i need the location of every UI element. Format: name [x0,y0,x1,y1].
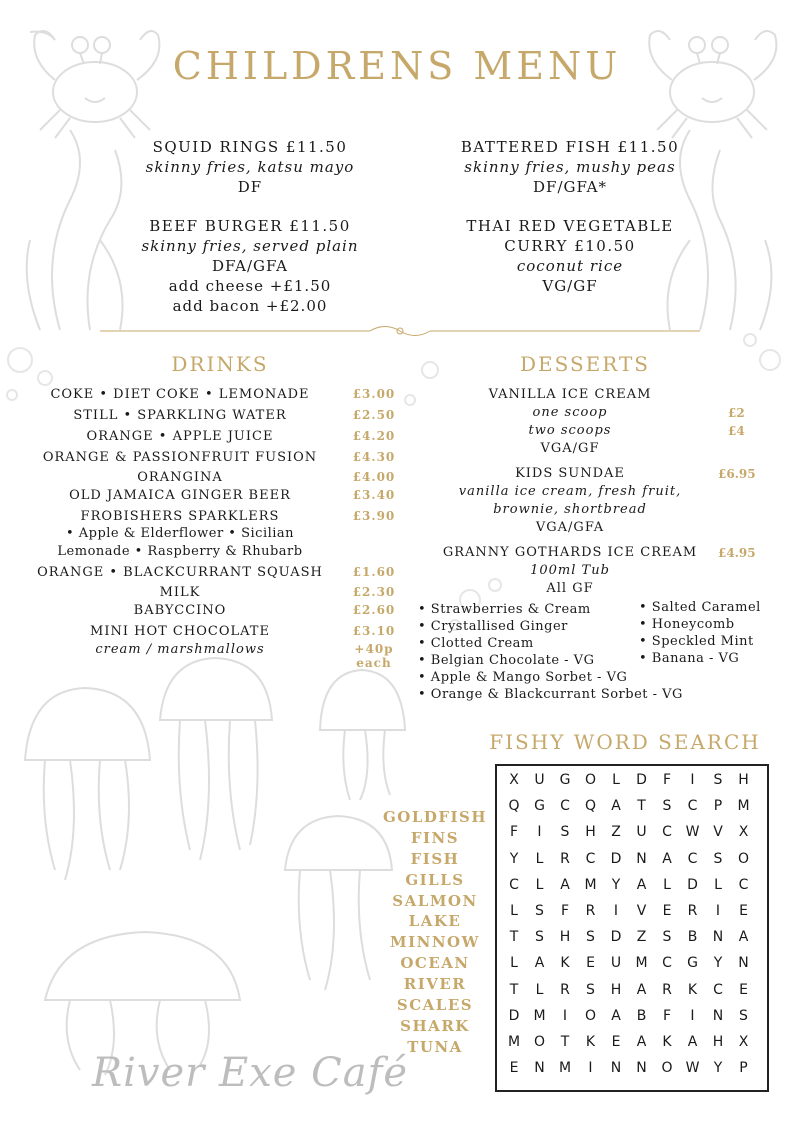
grid-letter[interactable]: C [509,876,519,893]
grid-letter[interactable]: E [611,1034,621,1050]
grid-letter[interactable]: E [739,903,748,919]
grid-letter[interactable]: Y [611,876,621,893]
grid-letter[interactable]: A [611,798,621,815]
grid-letter[interactable]: H [585,824,596,841]
grid-letter[interactable]: S [586,981,595,998]
dessert-name: KIDS SUNDAE [515,466,625,481]
grid-letter[interactable]: N [738,955,749,972]
grid-letter[interactable]: M [558,1060,572,1077]
drink-name: FROBISHERS SPARKLERS [80,509,280,524]
word-list-item: FISH [410,850,460,868]
grid-letter[interactable]: X [738,1034,749,1050]
dessert-name: VANILLA ICE CREAM [488,387,652,402]
grid-letter[interactable]: M [584,876,597,893]
grid-letter[interactable]: Y [713,955,723,972]
grid-letter[interactable]: M [737,798,750,815]
dessert-price: £2 [728,406,745,420]
dessert-option: one scoop [532,405,608,420]
drink-name: COKE • DIET COKE • LEMONADE [50,387,310,402]
grid-letter[interactable]: O [737,850,750,867]
drink-row [30,642,410,670]
dessert-dietary: VGA/GFA [535,520,605,535]
grid-letter[interactable]: L [535,981,544,998]
main-item-thai-curry [440,216,700,296]
grid-letter[interactable]: P [739,1060,748,1077]
grid-letter[interactable]: A [636,981,647,998]
grid-letter[interactable]: C [687,850,698,867]
grid-letter[interactable]: L [535,850,544,867]
grid-letter[interactable]: C [585,850,596,867]
drink-price: £2.60 [352,603,396,617]
main-item-battered-fish [440,137,700,197]
grid-letter[interactable]: K [560,955,570,972]
word-list-item: MINNOW [390,933,480,951]
drink-price: £3.10 [352,624,396,638]
drink-name: ORANGE • APPLE JUICE [86,429,274,444]
grid-letter[interactable]: A [636,876,647,893]
grid-letter[interactable]: N [636,1060,647,1077]
drink-row [30,585,410,605]
drink-row [30,387,410,407]
grid-letter[interactable]: F [662,1007,672,1024]
grid-letter[interactable]: K [662,1034,672,1050]
word-search-grid[interactable] [495,764,769,1092]
grid-letter[interactable]: A [534,955,545,972]
main-description: skinny fries, served plain [141,237,359,255]
grid-letter[interactable]: D [610,850,622,867]
grid-letter[interactable]: Q [508,798,520,815]
main-name: THAI RED VEGETABLE [466,217,674,235]
grid-letter[interactable]: C [687,798,698,815]
grid-letter[interactable]: W [685,1060,700,1077]
grid-letter[interactable]: N [534,1060,545,1077]
flavour-item: • Clotted Cream [418,636,534,651]
brand-logo: River Exe Café [92,1050,409,1096]
flavour-item: • Salted Caramel [639,600,761,615]
grid-letter[interactable]: G [534,798,545,815]
sparklers-flavours: • Apple & Elderflower • Sicilian [65,526,295,541]
word-list-item: GOLDFISH [382,808,488,826]
grid-letter[interactable]: I [690,1007,695,1024]
hot-choc-extra: cream / marshmallows [95,642,265,657]
main-dietary: DFA/GFA [212,257,288,275]
grid-letter[interactable]: O [533,1034,546,1050]
grid-letter[interactable]: H [738,772,749,788]
grid-letter[interactable]: N [636,850,647,867]
grid-letter[interactable]: U [636,824,647,841]
grid-letter[interactable]: R [662,981,672,998]
flavour-item: • Honeycomb [639,617,735,632]
grid-letter[interactable]: I [715,903,721,919]
grid-letter[interactable]: T [560,1034,570,1050]
grid-letter[interactable]: G [687,955,698,972]
grid-letter[interactable]: M [533,1007,546,1024]
grid-letter[interactable]: H [559,929,571,946]
drink-row [30,624,410,644]
grid-letter[interactable]: O [584,772,597,788]
seaweed-left-illustration [27,130,123,330]
grid-letter[interactable]: R [687,903,698,919]
main-item-beef-burger [125,216,375,316]
grid-letter[interactable]: N [610,1060,622,1077]
grid-letter[interactable]: V [713,824,723,841]
word-list-item: SALMON [392,892,478,910]
drink-name: BABYCCINO [133,603,227,618]
grid-letter[interactable]: F [509,824,519,841]
grid-letter[interactable]: L [510,903,518,919]
jellyfish-illustrations [25,658,405,1075]
main-dietary: DF/GFA* [533,178,607,196]
grid-letter[interactable]: I [690,772,695,788]
grid-letter[interactable]: T [637,798,646,815]
grid-letter[interactable]: I [613,903,619,919]
word-list-item: OCEAN [400,954,470,972]
grid-letter[interactable]: R [560,850,570,867]
grid-letter[interactable]: S [535,929,544,946]
grid-letter[interactable]: W [685,824,700,841]
drink-row [30,565,410,585]
grid-letter[interactable]: L [510,955,518,972]
grid-letter[interactable]: C [662,955,672,972]
grid-letter[interactable]: S [586,929,595,946]
dessert-option: two scoops [528,423,612,438]
grid-letter[interactable]: M [635,955,648,972]
main-description: coconut rice [516,257,624,275]
dessert-dietary: VGA/GF [540,441,600,456]
flavour-item: • Strawberries & Cream [418,602,591,617]
drink-price: £3.00 [352,387,396,401]
grid-letter[interactable]: A [687,1034,698,1050]
desserts-heading: DESSERTS [519,352,651,376]
word-list-item: LAKE [408,912,462,930]
grid-letter[interactable]: S [713,772,723,788]
grid-letter[interactable]: G [559,772,571,788]
drink-row [30,450,410,470]
word-list-item: RIVER [403,975,467,993]
grid-letter[interactable]: A [738,929,749,946]
drink-price: £3.40 [352,488,396,502]
drink-row [30,408,410,428]
grid-letter[interactable]: L [535,876,544,893]
word-list-item: FINS [410,829,460,847]
drink-row [30,429,410,449]
drink-row [30,603,410,623]
page-title: CHILDRENS MENU [172,44,622,88]
drink-name: MINI HOT CHOCOLATE [90,624,270,639]
main-addon: add cheese +£1.50 [168,277,332,295]
grid-letter[interactable]: S [560,824,570,841]
drink-price: £3.90 [352,509,396,523]
main-addon: add bacon +£2.00 [172,297,328,315]
grid-letter[interactable]: C [713,981,723,998]
dessert-description: brownie, shortbread [493,502,647,517]
drink-price: £1.60 [352,565,396,579]
grid-letter[interactable]: D [610,929,622,946]
main-item-squid-rings [130,137,370,197]
grid-letter[interactable]: E [662,903,672,919]
grid-letter[interactable]: A [662,850,672,867]
grid-letter[interactable]: C [662,824,672,841]
grid-letter[interactable]: X [738,824,749,841]
grid-letter[interactable]: S [713,850,723,867]
grid-letter[interactable]: S [535,903,544,919]
dessert-name: GRANNY GOTHARDS ICE CREAM [442,545,698,560]
grid-letter[interactable]: F [560,903,570,919]
drink-name: STILL • SPARKLING WATER [73,408,287,423]
grid-letter[interactable]: U [534,772,545,788]
main-name-line2: CURRY £10.50 [504,237,636,255]
grid-letter[interactable]: Y [713,1060,723,1077]
grid-letter[interactable]: M [507,1034,521,1050]
grid-letter[interactable]: N [712,929,724,946]
grid-letter[interactable]: D [508,1007,520,1024]
grid-letter[interactable]: C [560,798,570,815]
flavour-item: • Crystallised Ginger [418,619,568,634]
flavour-item: • Orange & Blackcurrant Sorbet - VG [418,687,683,702]
main-name: BATTERED FISH £11.50 [460,138,680,156]
dessert-price: £6.95 [718,467,756,481]
drink-row [30,470,410,490]
grid-letter[interactable]: S [662,798,672,815]
divider-ornament [100,327,700,336]
grid-letter[interactable]: E [739,981,748,998]
grid-letter[interactable]: R [560,981,570,998]
grid-letter[interactable]: A [611,1007,621,1024]
sparklers-flavours: Lemonade • Raspberry & Rhubarb [57,544,303,559]
main-dietary: DF [237,178,263,196]
word-list-item: TUNA [407,1038,463,1056]
drinks-heading: DRINKS [171,352,269,376]
grid-letter[interactable]: D [687,876,698,893]
grid-letter[interactable]: I [588,1060,593,1077]
grid-letter[interactable]: H [610,981,622,998]
grid-letter[interactable]: K [687,981,698,998]
drink-price: £4.00 [352,470,396,484]
grid-letter[interactable]: P [713,798,723,815]
flavour-item: • Banana - VG [639,651,740,666]
main-name: SQUID RINGS £11.50 [152,138,348,156]
word-list-item: GILLS [405,871,465,889]
main-description: skinny fries, katsu mayo [145,158,355,176]
grid-letter[interactable]: E [509,1060,519,1077]
word-search-heading: FISHY WORD SEARCH [489,730,761,754]
drink-name: ORANGE & PASSIONFRUIT FUSION [42,450,318,465]
drink-name: ORANGINA [137,470,223,485]
grid-letter[interactable]: L [663,876,671,893]
dessert-size: 100ml Tub [530,563,610,578]
drink-name: OLD JAMAICA GINGER BEER [69,488,291,503]
grid-letter[interactable]: C [738,876,749,893]
grid-letter[interactable]: H [712,1034,724,1050]
main-description: skinny fries, mushy peas [464,158,676,176]
grid-letter[interactable]: D [636,772,647,788]
dessert-price: £4.95 [718,546,756,560]
grid-letter[interactable]: Q [584,798,597,815]
drink-row [30,488,410,508]
grid-letter[interactable]: Z [636,929,647,946]
grid-letter[interactable]: N [712,1007,724,1024]
grid-letter[interactable]: K [585,1034,596,1050]
flavour-item: • Apple & Mango Sorbet - VG [418,670,628,685]
grid-letter[interactable]: A [560,876,570,893]
dessert-price: £4 [728,424,745,438]
drink-price: £4.30 [352,450,396,464]
grid-letter[interactable]: F [662,772,672,788]
drink-name: ORANGE • BLACKCURRANT SQUASH [37,565,323,580]
grid-letter[interactable]: O [584,1007,597,1024]
drink-name: MILK [159,585,201,600]
dessert-dietary: All GF [546,581,594,596]
word-list-item: SCALES [396,996,474,1014]
grid-letter[interactable]: Z [611,824,621,841]
grid-letter[interactable]: E [586,955,595,972]
flavour-item: • Speckled Mint [639,634,754,649]
drink-price: £2.50 [352,408,396,422]
grid-letter[interactable]: L [714,876,722,893]
grid-letter[interactable]: I [562,1007,568,1024]
drink-price: £2.30 [352,585,396,599]
grid-letter[interactable]: S [662,929,672,946]
grid-letter[interactable]: V [636,903,647,919]
grid-letter[interactable]: L [612,772,620,788]
grid-letter[interactable]: S [739,1007,748,1024]
grid-letter[interactable]: X [509,772,519,788]
hot-choc-extra-price: +40p each [354,642,394,670]
grid-letter[interactable]: T [509,981,519,998]
main-name: BEEF BURGER £11.50 [149,217,351,235]
grid-letter[interactable]: B [636,1007,647,1024]
grid-letter[interactable]: T [509,929,519,946]
word-list-item: SHARK [400,1017,470,1035]
main-dietary: VG/GF [542,277,598,295]
grid-letter[interactable]: Y [509,850,519,867]
grid-letter[interactable]: A [636,1034,647,1050]
grid-letter[interactable]: I [537,824,542,841]
grid-letter[interactable]: R [585,903,596,919]
dessert-description: vanilla ice cream, fresh fruit, [458,484,682,499]
grid-letter[interactable]: U [610,955,622,972]
grid-letter[interactable]: B [687,929,698,946]
drink-price: £4.20 [352,429,396,443]
grid-letter[interactable]: O [661,1060,673,1077]
flavour-item: • Belgian Chocolate - VG [418,653,595,668]
